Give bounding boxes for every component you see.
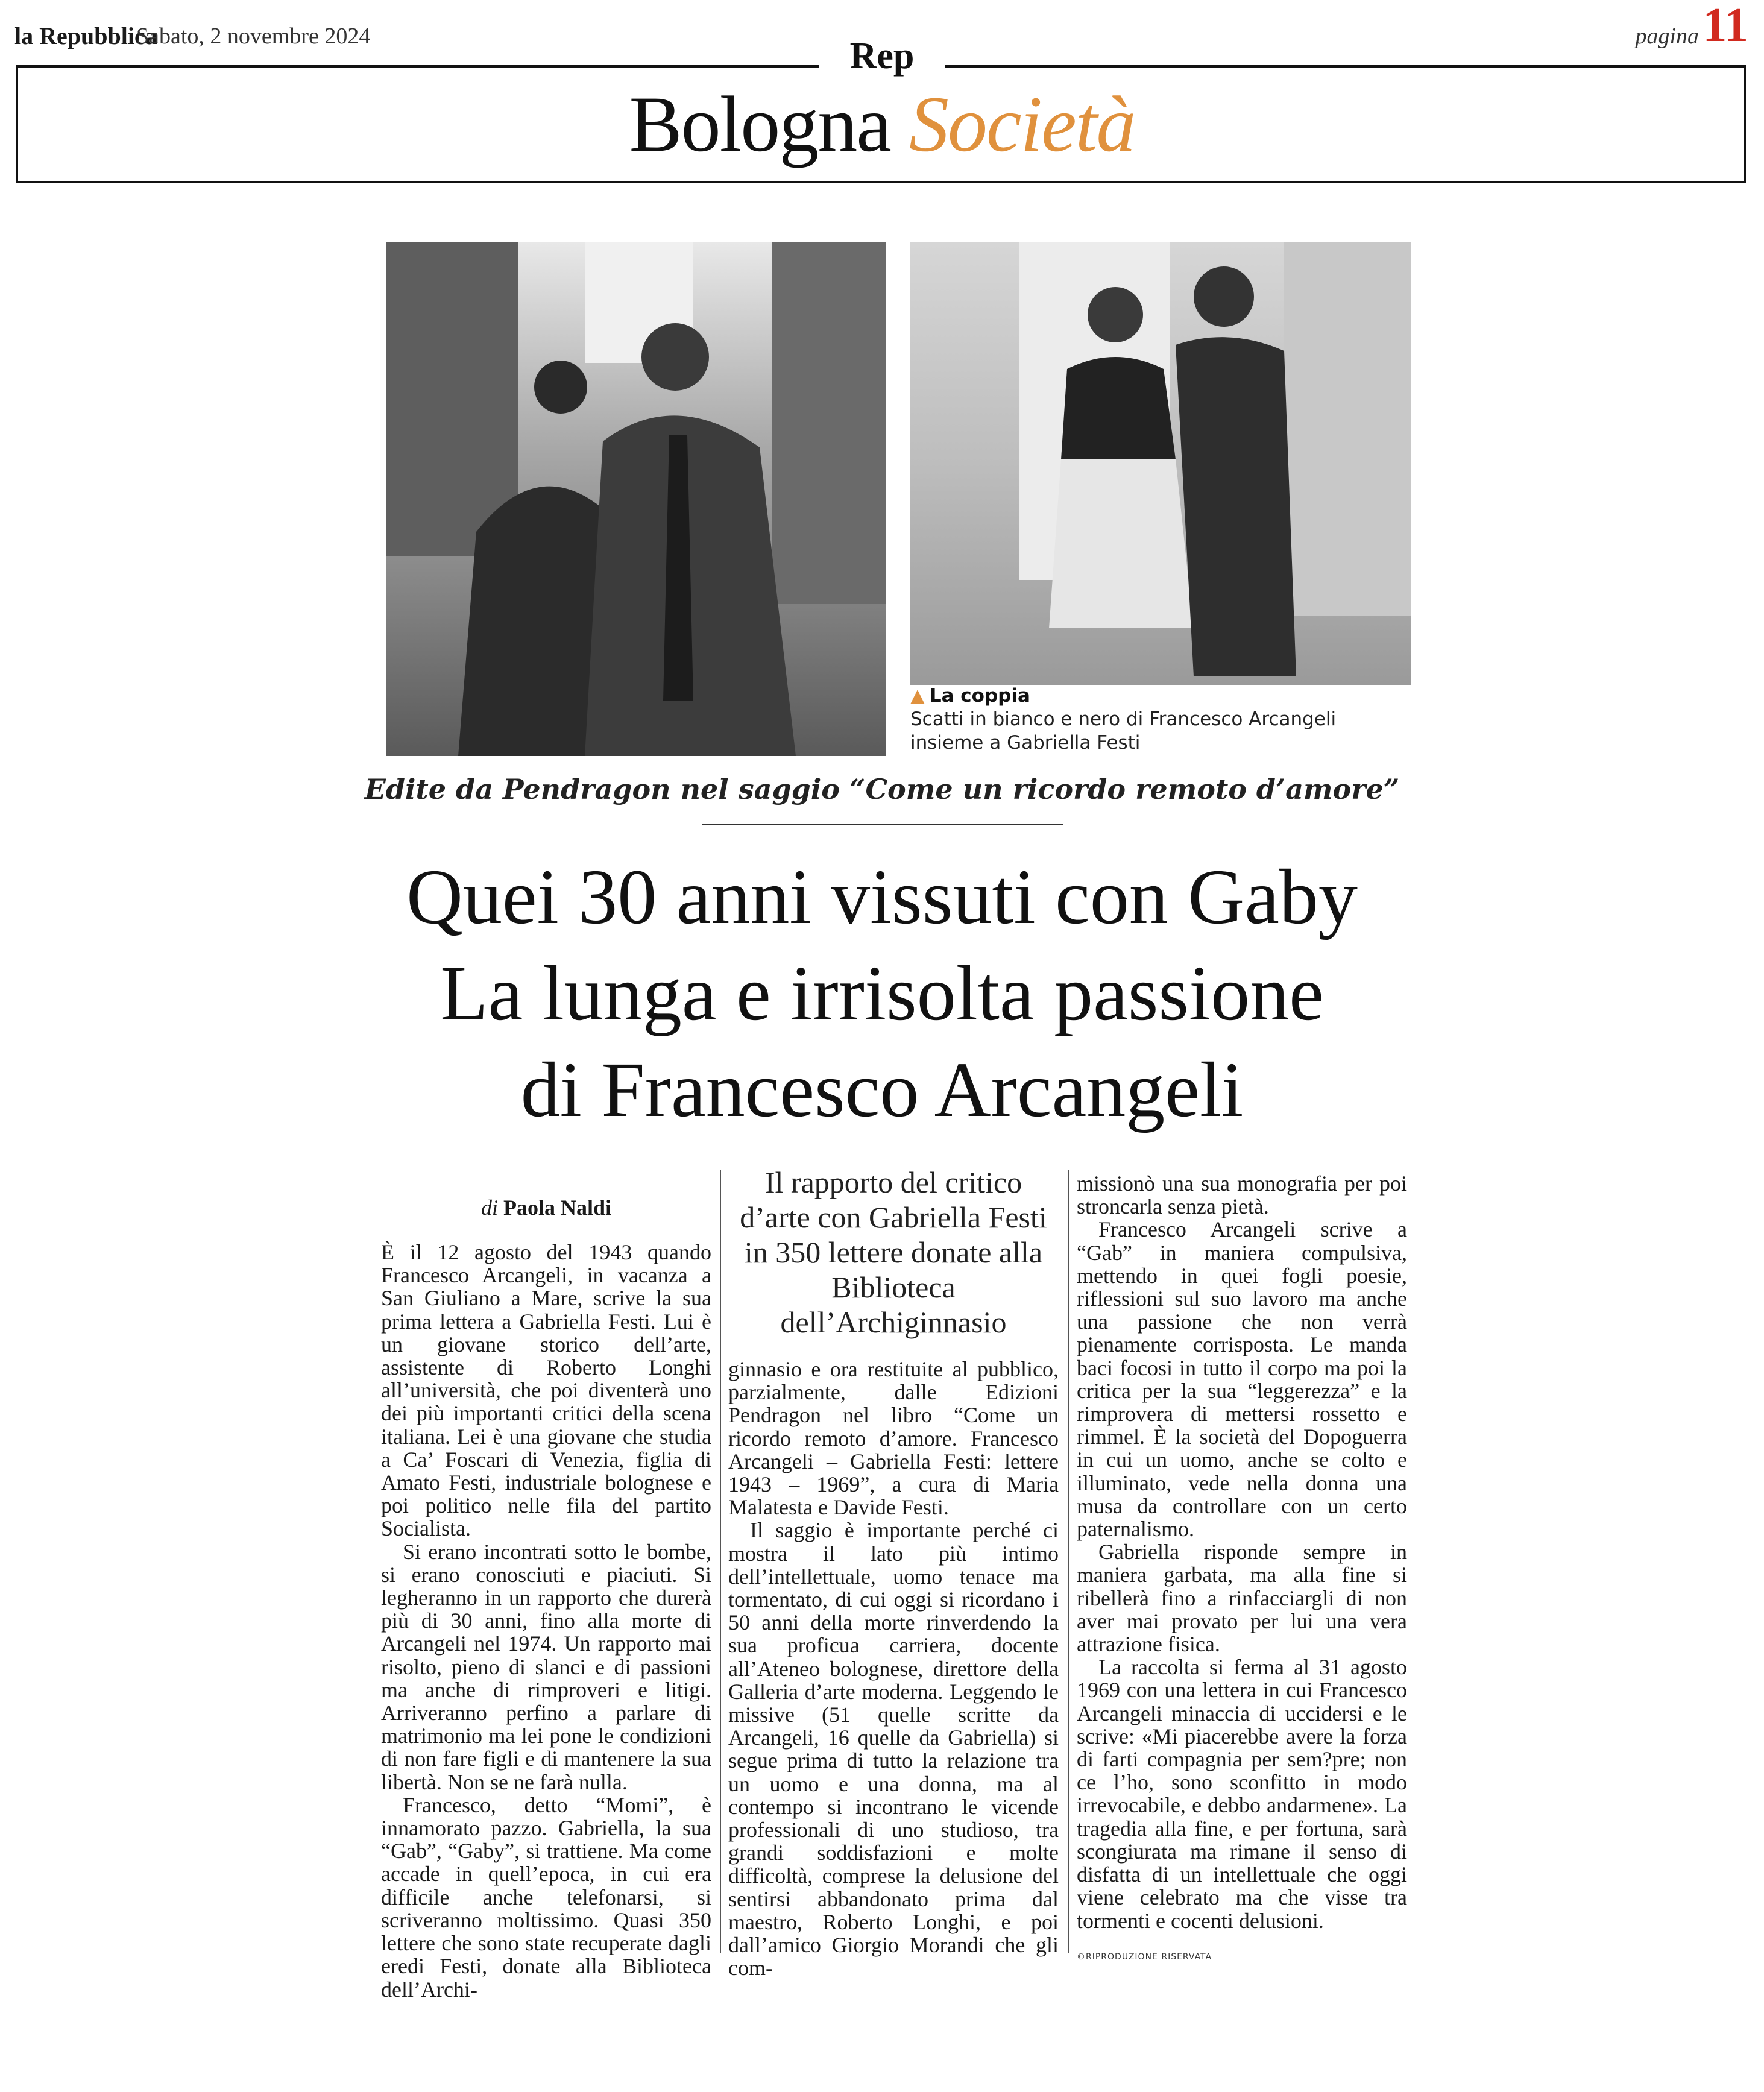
copyright-notice: ©RIPRODUZIONE RISERVATA	[1077, 1952, 1212, 1962]
section-name: Società	[909, 80, 1135, 168]
photo-caption-title: ▲ La coppia	[910, 685, 1030, 707]
article-column-1	[381, 1241, 711, 2001]
article-column-3	[1077, 1172, 1407, 1932]
byline	[381, 1195, 711, 1220]
paragraph: Si erano incontrati sotto le bombe, si erano conosciuti e piaciuti. Si legheranno in un rapporto che durerà più di 30 anni, fino alla morte di Arcangeli nel 1974. Un rapporto mai risolto, pieno di slanci e di passioni ma anche di rimproveri e litigi. Arriveranno perfino a parlare di matrimonio ma lei pone le condizioni di non fare figli e di mantenere la sua libertà. Non se ne farà nulla.	[381, 1539, 711, 1794]
author-name: Paola Naldi	[503, 1196, 612, 1220]
caption-triangle-icon: ▲	[910, 685, 925, 707]
article-headline	[157, 849, 1607, 1138]
kicker-divider	[702, 824, 1063, 825]
paragraph: Il saggio è importante perché ci mostra il lato più intimo dell’intellettuale, uomo tenace ma tormentato, di cui oggi si ricordano i 50 anni della morte rinverdendo la sua proficua carriera, docente all’Ateneo bolognese, direttore della Galleria d’arte moderna. Leggendo le missive (51 quelle scritte da Arcangeli, 16 quelle da Gabriella) si segue prima di tutto la relazione tra un uomo e una donna, ma al contempo si incontrano le vicende professionali di uno studioso, tra grandi soddisfazioni e molte difficoltà, comprese la delusione del sentirsi abbandonato prima dal maestro, Roberto Longhi, e poi dall’amico Giorgio Morandi che gli com-	[728, 1518, 1059, 1980]
paragraph: ginnasio e ora restituite al pubblico, parzialmente, dalle Edizioni Pendragon nel libro “Come un ricordo remoto d’amore. Francesco Arcangeli – Gabriella Festi: lettere 1943 – 1969”, a cura di Maria Malatesta e Davide Festi.	[728, 1357, 1059, 1520]
page-label: pagina	[1635, 24, 1699, 49]
column-divider	[1068, 1170, 1069, 1953]
section-title	[0, 80, 1764, 168]
headline-line: di Francesco Arcangeli	[520, 1047, 1244, 1133]
page-number: 11	[1703, 0, 1748, 52]
paragraph: È il 12 agosto del 1943 quando Francesco Arcangeli, in vacanza a San Giuliano a Mare, scrive la sua prima lettera a Gabriella Festi. Lui è un giovane storico dell’arte, assistente di Roberto Longhi all’università, che poi diventerà uno dei più importanti critici della scena italiana. Lei è una giovane che studia a Ca’ Foscari di Venezia, figlia di Amato Festi, industriale bolognese e poi politico nelle fila del partito Socialista.	[381, 1240, 711, 1541]
paragraph: Gabriella risponde sempre in maniera garbata, ma alla fine si ribellerà fino a rinfacciargli di non aver mai provato per lui una vera attrazione fisica.	[1077, 1540, 1407, 1657]
article-kicker: Edite da Pendragon nel saggio “Come un ricordo remoto d’amore”	[364, 773, 1400, 805]
issue-date: Sabato, 2 novembre 2024	[136, 24, 371, 49]
paragraph: Francesco, detto “Momi”, è innamorato pazzo. Gabriella, la sua “Gab”, “Gaby”, si trattiene. Ma come accade in quell’epoca, in cui era difficile anche telefonarsi, si scriveranno moltissimo. Quasi 350 lettere che sono state recuperate dagli eredi Festi, donate alla Biblioteca dell’Archi-	[381, 1792, 711, 2002]
paragraph: missionò una sua monografia per poi stroncarla senza pietà.	[1077, 1171, 1407, 1219]
newspaper-brand: la Repubblica	[14, 22, 157, 49]
byline-prefix: di	[480, 1196, 498, 1220]
pull-quote: Il rapporto del critico d’arte con Gabriella Festi in 350 lettere donate alla Biblioteca dell’Archiginnasio	[740, 1165, 1047, 1339]
paragraph: La raccolta si ferma al 31 agosto 1969 con una lettera in cui Francesco Arcangeli minaccia di uccidersi e le scrive: «Mi piacerebbe avere la forza di farti compagnia per sem?pre; non ce l’ho, sono sconfitto in modo irrevocabile, e debbo andarmene». La tragedia alla fine, e per fortuna, sarà scongiurata ma rimane il senso di disfatta di un intellettuale che oggi viene celebrato ma che visse tra tormenti e cocenti delusioni.	[1077, 1655, 1407, 1933]
photo-couple-walking	[386, 242, 886, 756]
paragraph: Francesco Arcangeli scrive a “Gab” in maniera compulsiva, mettendo in quei fogli poesie, riflessioni sul suo lavoro ma anche una passione che non verrà pienamente corrisposta. Le manda baci focosi in tutto il corpo ma poi la critica per la sua “leggerezza” e la rimprovera di mettersi rossetto e rimmel. È la società del Dopoguerra in cui un uomo, anche se colto e illuminato, vede nella donna una musa da controllare con un certo paternalismo.	[1077, 1217, 1407, 1542]
article-column-2	[728, 1358, 1059, 1979]
photo-couple-standing	[910, 242, 1411, 685]
section-city: Bologna	[629, 80, 890, 168]
rep-tag: Rep	[819, 37, 945, 75]
photo-caption-text: Scatti in bianco e nero di Francesco Arcangeli insieme a Gabriella Festi	[910, 708, 1337, 754]
column-divider	[720, 1170, 721, 1953]
headline-line: La lunga e irrisolta passione	[440, 950, 1324, 1037]
headline-line: Quei 30 anni vissuti con Gaby	[406, 854, 1358, 940]
